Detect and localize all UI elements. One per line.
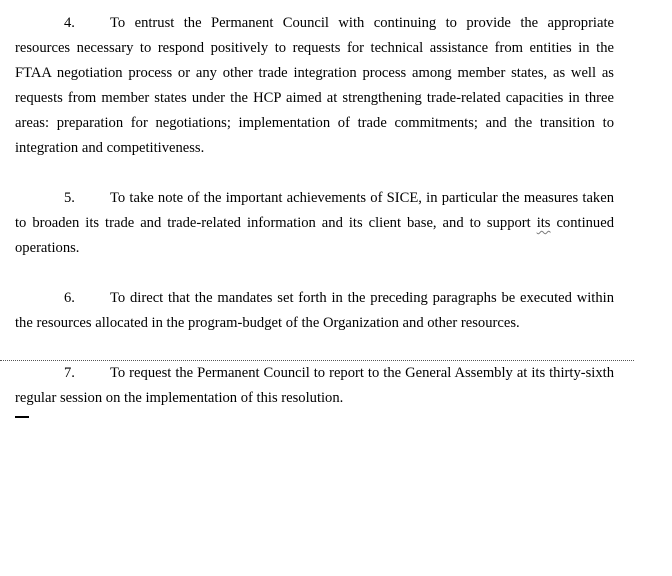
end-of-document-marker: [15, 416, 29, 418]
paragraph-5: [15, 186, 614, 261]
paragraph-text: To take note of the important achievements of SICE, in particular the measures taken to broaden its trade and trade-related information and its client base, and to support: [15, 190, 614, 231]
paragraph-4: [15, 11, 614, 161]
paragraph-text: To direct that the mandates set forth in the preceding paragraphs be executed within the resources allocated in the program-budget of the Organization and other resources.: [15, 290, 614, 331]
document-body: [15, 11, 614, 411]
grammar-flagged-word[interactable]: its: [536, 215, 551, 231]
page-break-divider: [0, 360, 634, 361]
paragraph-text: To request the Permanent Council to report to the General Assembly at its thirty-sixth regular session on the implementation of this resolution.: [15, 365, 614, 406]
paragraph-6: [15, 286, 614, 336]
paragraph-number: 7.: [64, 365, 75, 381]
paragraph-number: 5.: [64, 190, 75, 206]
paragraph-number: 6.: [64, 290, 75, 306]
paragraph-text: To entrust the Permanent Council with continuing to provide the appropriate resources necessary to respond positively to requests for technical assistance from entities in the FTAA negotiation process or any other trade integration process among member states, as well as requests from member states under the HCP aimed at strengthening trade-related capacities in three areas: preparation for negotiations; implementation of trade commitments; and the transition to integration and competitiveness.: [15, 15, 614, 156]
paragraph-text-continued: continued operations.: [15, 215, 615, 256]
paragraph-7: [15, 361, 614, 411]
paragraph-number: 4.: [64, 15, 75, 31]
